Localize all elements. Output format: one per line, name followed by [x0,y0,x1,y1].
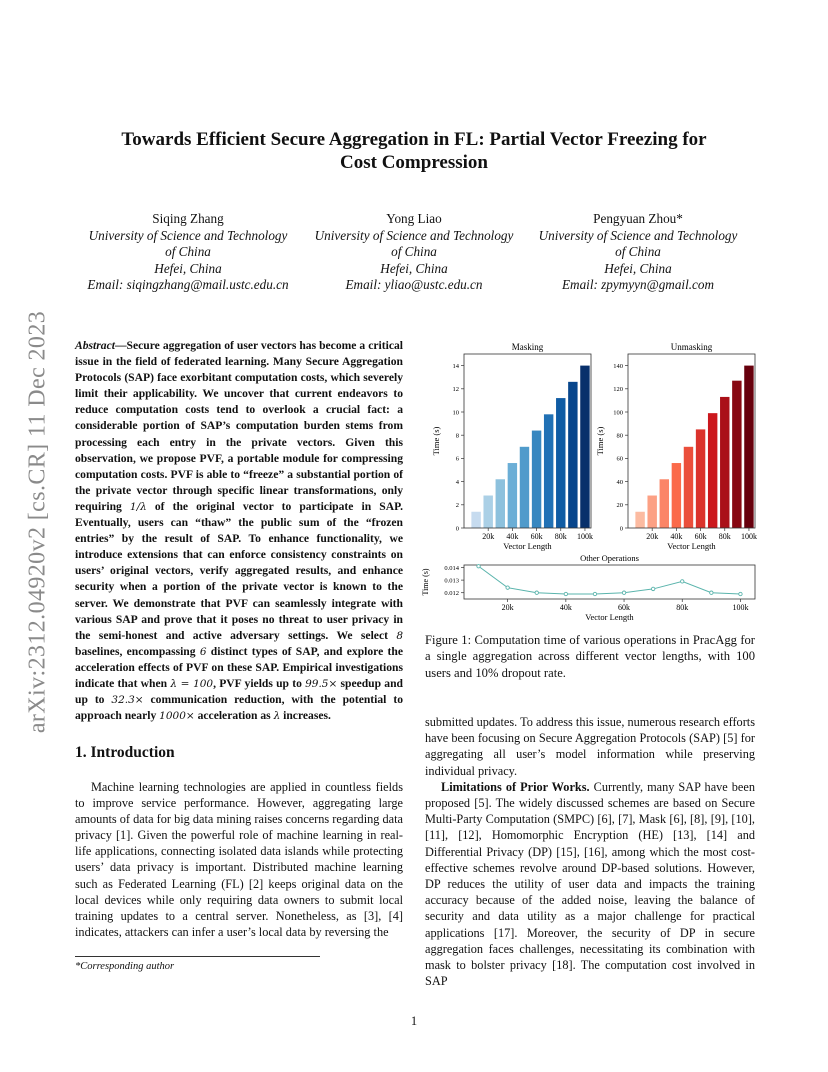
footnote-rule [75,956,320,957]
y-tick-label: 0.013 [444,577,459,585]
author-affiliation: University of Science and Technology [538,228,738,244]
arxiv-id: arXiv:2312.04920v2 [cs.CR] 11 Dec 2023 [24,310,51,734]
author-affiliation-cont: of China [615,244,661,260]
math-fraction: 1/λ [129,500,147,513]
abstract: Abstract—Secure aggregation of user vectors has become a critical issue in the field of federated learning. Many Secure Aggregation Protocols (SAP) face exorbitant computation costs, which severely limit their applicability. We uncover that current endeavors to reduce computation costs tend to overlook a crucial fact: a considerable portion of SAP’s computation burden stems from processing each entry in the private vectors. Given this observation, we propose PVF, a portable module for compressing computation costs. PVF is able to “freeze” a substantial portion of the private vector through specific linear transformations, only requiring 1/λ of the original vector to participate in SAP. Eventually, users can “thaw” the public sum of the “frozen entries” by the result of SAP. To enhance functionality, we introduce extensions that can enforce consistency constraints on users’ original vectors, verify aggregated results, and enhance security when a portion of the private vector is known to the server. We demonstrate that PVF can seamlessly integrate with various SAP and prove that it poses no threat to user privacy in the semi-honest and active adversary settings. We select 8 baselines, encompassing 6 distinct types of SAP, and explore the acceleration effects of PVF on these SAP. Empirical investigations indicate that when λ = 100, PVF yields up to 99.5× speedup and up to 32.3× communication reduction, with the potential to approach nearly 1000× acceleration as λ increases. [75,339,403,723]
x-tick-label: 40k [670,532,683,541]
x-tick-label: 80k [718,532,731,541]
bar [532,431,541,528]
chart-title: Masking [511,342,544,352]
chart-title: Other Operations [580,553,639,563]
paragraph: submitted updates. To address this issue, numerous research efforts have been focusing on Secure Aggregation Protocols (SAP) [5] for aggregating all user’s model information while preserving individual privacy. [425,715,755,778]
author-city: Hefei, China [154,260,222,276]
abstract-lead: Abstract [75,339,115,352]
bar [720,397,729,528]
figure-caption: Figure 1: Computation time of various operations in PracAgg for a single aggregation across different vector lengths, with 100 users and 10% dropout rate. [425,633,755,680]
y-tick-label: 100 [613,409,623,417]
x-axis-label: Vector Length [503,541,552,551]
x-tick-label: 20k [482,532,495,541]
author-affiliation-cont: of China [165,244,211,260]
bar [732,381,741,528]
x-axis-label: Vector Length [667,541,716,551]
data-point [710,591,713,594]
data-point [622,591,625,594]
author-name: Pengyuan Zhou* [593,211,683,226]
bar [660,479,669,528]
y-tick-label: 0.012 [444,590,459,598]
x-tick-label: 40k [506,532,519,541]
bar [556,398,565,528]
x-tick-label: 20k [501,603,514,612]
x-tick-label: 80k [554,532,567,541]
author-block-3 [528,211,748,293]
paper-title [110,128,718,174]
x-tick-label: 40k [559,603,572,612]
data-point [681,580,684,583]
x-tick-label: 80k [676,603,689,612]
data-point [564,592,567,595]
author-email: Email: siqingzhang@mail.ustc.edu.cn [87,276,289,292]
y-tick-label: 60 [616,455,623,463]
data-point [593,592,596,595]
series-line [479,566,741,594]
bar [635,512,644,528]
intro-paragraph: Machine learning technologies are applied in countless fields to improve service performance. However, aggregating large amounts of data for big data mining raises concerns regarding data privacy [1]. Given the powerful role of machine learning in real-life applications, connecting isolated data islands while protecting users’ data privacy is important. Distributed machine learning such as Federated Learning (FL) [2] keeps original data on the local devices while only requiring data owners to submit local training updates to a central server. Nonetheless, as [3], [4] indicates, attackers can infer a user’s local data by reversing the [75,780,403,939]
bar [684,447,693,528]
bar [520,447,529,528]
x-axis-label: Vector Length [585,612,634,622]
data-point [477,565,480,568]
y-tick-label: 140 [613,362,623,370]
chart-title: Unmasking [670,342,713,352]
arxiv-stamp [24,286,52,758]
footnote: *Corresponding author [75,961,175,972]
bar [544,414,553,528]
x-tick-label: 100k [576,532,593,541]
figure-1 [420,338,760,624]
y-tick-label: 10 [452,409,459,417]
y-tick-label: 120 [613,386,623,394]
author-name: Yong Liao [386,211,442,226]
x-tick-label: 100k [732,603,749,612]
y-tick-label: 0.014 [444,564,459,572]
x-tick-label: 60k [694,532,707,541]
author-name: Siqing Zhang [152,211,224,226]
bar [568,382,577,528]
y-axis-label: Time (s) [421,568,430,596]
y-tick-label: 14 [452,362,459,370]
x-tick-label: 100k [740,532,757,541]
y-tick-label: 0 [619,525,623,533]
run-in-heading: Limitations of Prior Works. [441,779,590,794]
right-column-text [425,714,755,989]
x-tick-label: 60k [530,532,543,541]
y-tick-label: 40 [616,478,623,486]
y-tick-label: 12 [452,386,459,394]
y-axis-label: Time (s) [595,426,605,456]
author-city: Hefei, China [380,260,448,276]
y-tick-label: 20 [616,502,623,510]
x-tick-label: 20k [646,532,659,541]
author-affiliation: University of Science and Technology [88,228,288,244]
y-tick-label: 6 [455,455,459,463]
section-heading: 1. Introduction [75,744,175,761]
author-affiliation: University of Science and Technology [314,228,514,244]
data-point [506,586,509,589]
data-point [535,591,538,594]
data-point [739,592,742,595]
y-tick-label: 4 [455,478,459,486]
bar [483,496,492,528]
other-operations-chart [421,553,755,622]
author-block-2 [304,211,524,293]
author-affiliation-cont: of China [391,244,437,260]
y-tick-label: 2 [455,502,459,510]
author-city: Hefei, China [604,260,672,276]
y-axis-label: Time (s) [431,426,441,456]
author-block-1 [78,211,298,293]
data-point [651,587,654,590]
bar [471,512,480,528]
y-tick-label: 8 [455,432,459,440]
page-number: 1 [410,1014,418,1028]
author-email: Email: yliao@ustc.edu.cn [345,276,483,292]
bar [496,479,505,528]
author-email: Email: zpymyyn@gmail.com [561,276,715,292]
bar [580,366,589,528]
y-tick-label: 0 [455,525,459,533]
bar [647,496,656,528]
unmasking-chart [595,342,757,551]
bar [744,366,753,528]
y-tick-label: 80 [616,432,623,440]
bar [672,463,681,528]
paragraph-limitations: Limitations of Prior Works. Currently, many SAP have been proposed [5]. The widely discussed schemes are based on Secure Multi-Party Computation (SMPC) [6], [7], Mask [6], [8], [9], [10], [11], [12], Homomorphic Encryption (HE) [13], [14] and Differential Privacy (DP) [15], [16], among which the most cost-effective schemes revolve around DP-based solutions. However, DP reduces the utility of user data and impacts the training accuracy because of the added noise, leaving the balance of security and data utility as a major challenge for practical applications [17]. Moreover, the security of DP in secure aggregation faces challenges, necessitating its combination with mask to bolster privacy [18]. The computation cost involved in SAP [425,779,755,989]
title-line-2: Cost Compression [340,152,488,173]
bar [696,429,705,528]
bar [508,463,517,528]
masking-chart [431,342,593,551]
bar [708,413,717,528]
x-tick-label: 60k [618,603,631,612]
title-line-1: Towards Efficient Secure Aggregation in FL: Partial Vector Freezing for [121,129,707,150]
